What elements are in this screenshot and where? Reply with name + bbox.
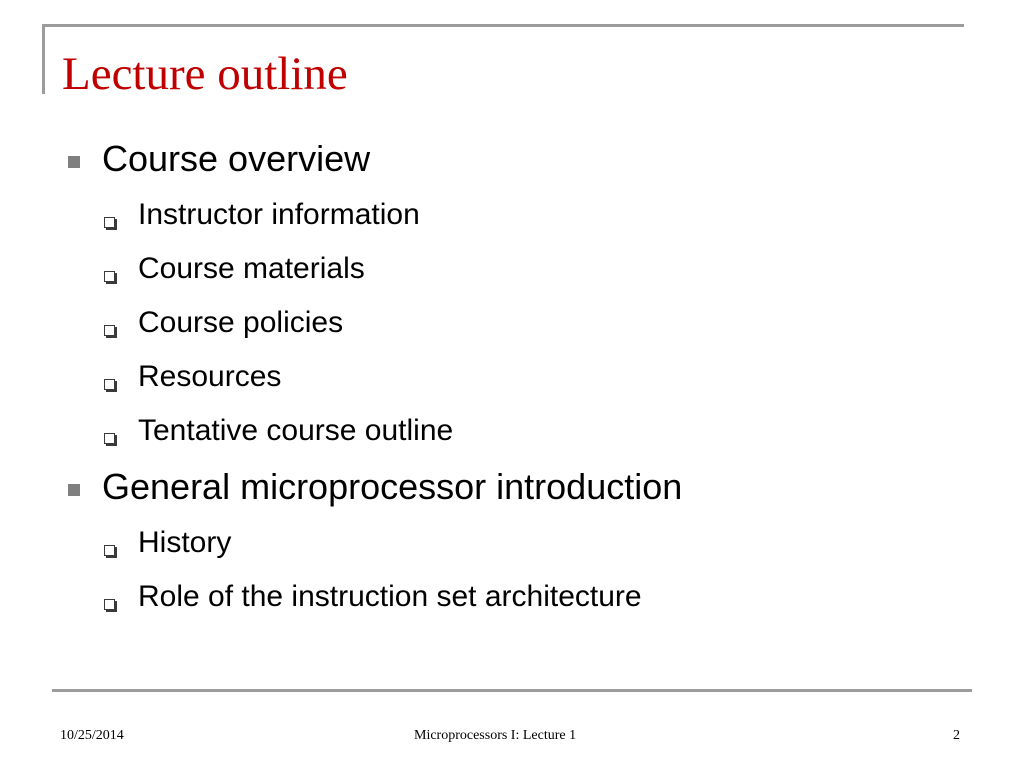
subtopic-item <box>102 296 682 350</box>
subtopic-label: Resources <box>138 360 282 393</box>
subtopic-label: History <box>138 526 232 559</box>
outline-list <box>60 130 682 624</box>
footer-date: 10/25/2014 <box>60 728 124 743</box>
hollow-square-bullet-icon <box>104 325 115 336</box>
footer-course-title: Microprocessors I: Lecture 1 <box>414 728 577 743</box>
subtopic-list <box>102 188 682 458</box>
hollow-square-bullet-icon <box>104 545 115 556</box>
subtopic-item <box>102 516 682 570</box>
topic-label: General microprocessor introduction <box>102 466 683 507</box>
slide-title: Lecture outline <box>62 48 348 100</box>
subtopic-item <box>102 188 682 242</box>
topic-label: Course overview <box>102 138 371 179</box>
hollow-square-bullet-icon <box>104 433 115 444</box>
subtopic-label: Course materials <box>138 252 365 285</box>
hollow-square-bullet-icon <box>104 271 115 282</box>
subtopic-label: Role of the instruction set architecture <box>138 580 642 613</box>
footer-page-number: 2 <box>953 728 960 743</box>
subtopic-label: Course policies <box>138 306 344 339</box>
hollow-square-bullet-icon <box>104 379 115 390</box>
outline-topic-course-overview <box>60 130 682 458</box>
hollow-square-bullet-icon <box>104 599 115 610</box>
square-bullet-icon <box>68 156 80 168</box>
square-bullet-icon <box>68 484 80 496</box>
footer-divider <box>52 689 972 692</box>
subtopic-label: Instructor information <box>138 198 420 231</box>
subtopic-item <box>102 404 682 458</box>
hollow-square-bullet-icon <box>104 217 115 228</box>
subtopic-label: Tentative course outline <box>138 414 454 447</box>
subtopic-item <box>102 570 682 624</box>
subtopic-item <box>102 350 682 404</box>
subtopic-list <box>102 516 682 624</box>
slide-frame-top-line <box>42 24 964 27</box>
slide-frame-left-line <box>42 24 45 94</box>
outline-topic-microprocessor-introduction <box>60 458 682 624</box>
subtopic-item <box>102 242 682 296</box>
